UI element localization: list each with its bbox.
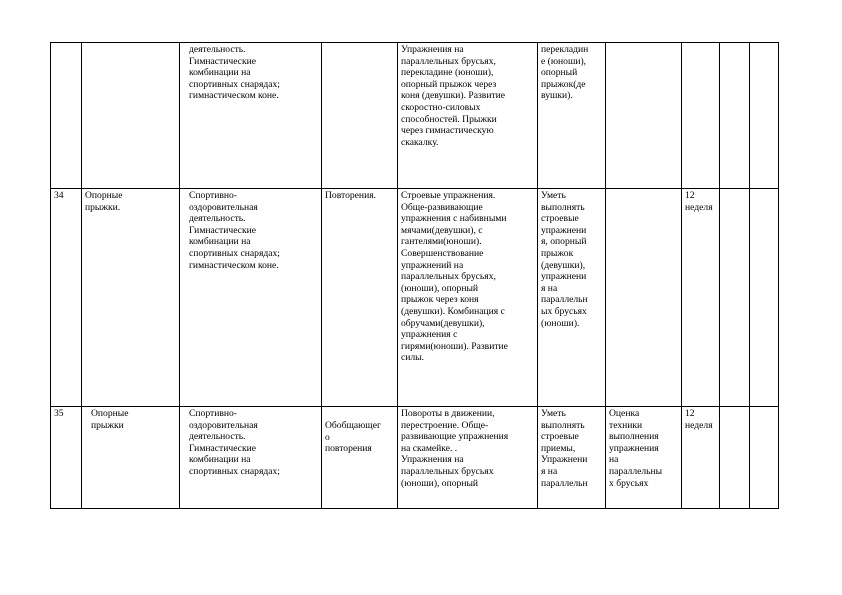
table-row xyxy=(51,189,779,407)
content-text: Спортивно- оздоровительная деятельность. Гимнастические комбинации на спортивных снарядах; xyxy=(189,408,280,477)
control-cell xyxy=(606,407,682,509)
requirements-cell xyxy=(538,189,606,407)
lesson-number-cell xyxy=(51,189,82,407)
date-cell xyxy=(682,189,720,407)
date-text: 12 неделя xyxy=(685,190,713,213)
lesson-type-cell xyxy=(322,43,398,189)
requirements-text: перекладин е (юноши), опорный прыжок(де вушки). xyxy=(541,44,589,102)
content-cell xyxy=(180,189,322,407)
elements-cell xyxy=(398,43,538,189)
extra-cell xyxy=(720,43,750,189)
lesson-type-text: Повторения. xyxy=(325,190,377,201)
topic-cell xyxy=(82,43,180,189)
date-text: 12 неделя xyxy=(685,408,713,431)
table-row xyxy=(51,43,779,189)
content-text: Спортивно- оздоровительная деятельность. Гимнастические комбинации на спортивных снарядах; гимнастическом коне. xyxy=(189,190,280,271)
date-cell xyxy=(682,43,720,189)
content-cell xyxy=(180,43,322,189)
extra-cell xyxy=(720,189,750,407)
date-cell xyxy=(682,407,720,509)
control-text: Оценка техники выполнения упражнения на параллельны х брусьях xyxy=(609,408,663,489)
lesson-plan-table xyxy=(50,42,779,509)
requirements-text: Уметь выполнять строевые упражнени я, опорный прыжок (девушки), упражнени я на параллельн ых брусьях (юноши). xyxy=(541,190,588,329)
elements-text: Упражнения на параллельных брусьях, перекладине (юноши), опорный прыжок через коня (девушки). Развитие скоростно-силовых способностей. Прыжки через гимнастическую скакалку. xyxy=(401,44,506,148)
extra-cell xyxy=(750,189,779,407)
control-cell xyxy=(606,43,682,189)
lesson-number: 34 xyxy=(54,190,64,201)
lesson-type-cell xyxy=(322,189,398,407)
lesson-number: 35 xyxy=(54,408,64,419)
lesson-number-cell xyxy=(51,407,82,509)
requirements-text: Уметь выполнять строевые приемы, Упражнени я на параллельн xyxy=(541,408,588,489)
control-cell xyxy=(606,189,682,407)
elements-cell xyxy=(398,407,538,509)
content-cell xyxy=(180,407,322,509)
lesson-type-text: Обобщающег о повторения xyxy=(325,420,381,455)
topic-text: Опорные прыжки xyxy=(91,408,129,431)
topic-text: Опорные прыжки. xyxy=(85,190,123,213)
topic-cell xyxy=(82,189,180,407)
requirements-cell xyxy=(538,407,606,509)
requirements-cell xyxy=(538,43,606,189)
extra-cell xyxy=(750,43,779,189)
topic-cell xyxy=(82,407,180,509)
elements-text: Строевые упражнения. Обще-развивающие упражнения с набивными мячами(девушки), с гантелями(юноши). Совершенствование упражнений на параллельных брусьях, (юноши), опорный прыжок через коня (девушки). Комбинация с обручами(девушки), упражнения с гирями(юноши). Развитие силы. xyxy=(401,190,508,364)
lesson-type-cell xyxy=(322,407,398,509)
table-row xyxy=(51,407,779,509)
elements-text: Повороты в движении, перестроение. Обще- развивающие упражнения на скамейке. . Упражнения на параллельных брусьях (юноши), опорный xyxy=(401,408,509,489)
lesson-number-cell xyxy=(51,43,82,189)
extra-cell xyxy=(720,407,750,509)
extra-cell xyxy=(750,407,779,509)
content-text: деятельность. Гимнастические комбинации на спортивных снарядах; гимнастическом коне. xyxy=(189,44,280,102)
elements-cell xyxy=(398,189,538,407)
